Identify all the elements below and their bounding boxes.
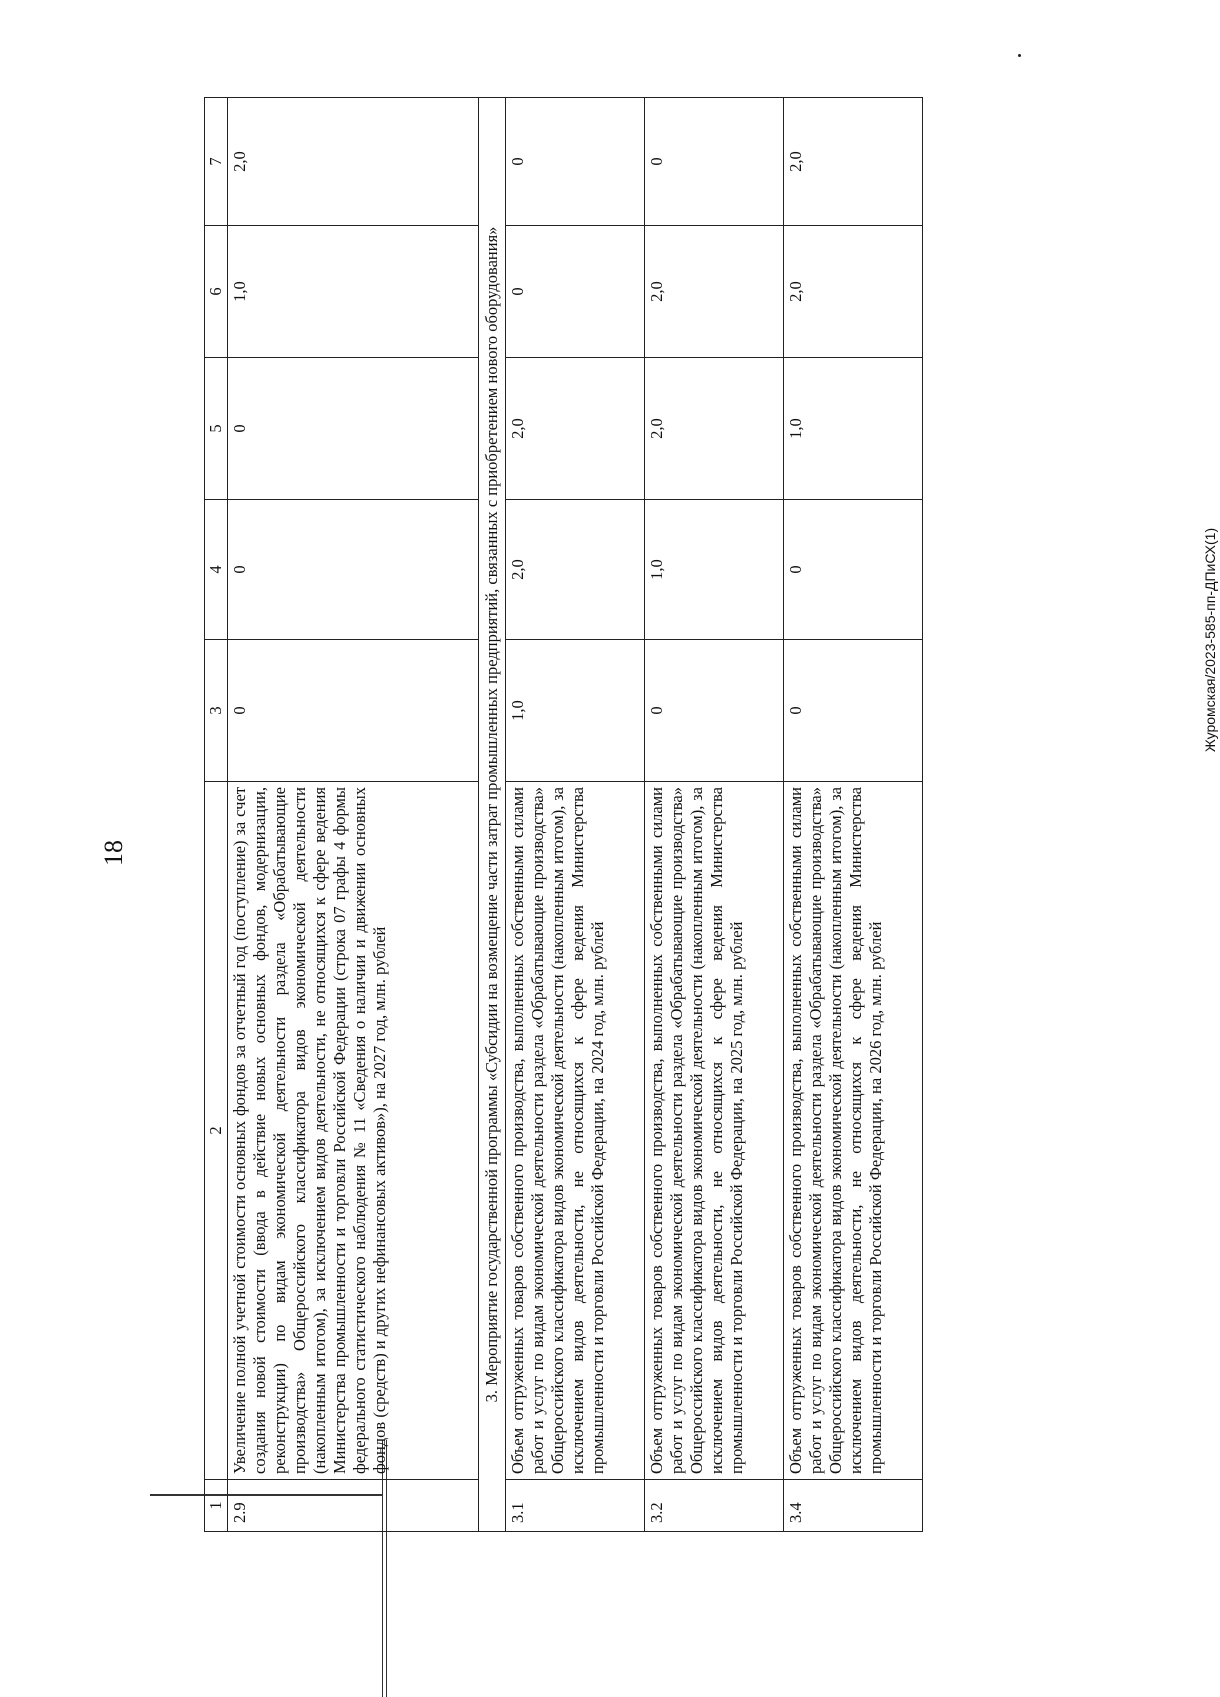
value-cell: 0	[228, 500, 479, 640]
value-cell: 2,0	[784, 98, 923, 226]
table-row	[784, 98, 923, 1532]
indicators-table	[204, 97, 923, 1532]
value-cell: 1,0	[645, 500, 784, 640]
column-header: 6	[205, 226, 228, 358]
row-number: 3.2	[645, 1480, 784, 1532]
value-cell: 0	[228, 640, 479, 782]
column-header: 2	[205, 782, 228, 1480]
header-row	[205, 98, 228, 1532]
row-number: 3.1	[506, 1480, 645, 1532]
value-cell: 2,0	[645, 226, 784, 358]
value-cell: 1,0	[784, 358, 923, 500]
value-cell: 2,0	[506, 500, 645, 640]
table-row	[645, 98, 784, 1532]
value-cell: 0	[228, 358, 479, 500]
value-cell: 0	[506, 226, 645, 358]
row-description: Объем отгруженных товаров собственного производства, выполненных собственными силами работ и услуг по видам экономической деятельности раздела «Обрабатывающие производства» Общероссийского классификатора видов экономической деятельности (накопленным итогом), за исключением видов деятельности, не относящихся к сфере ведения Министерства промышленности и торговли Российской Федерации, на 2025 год, млн. рублей	[645, 782, 784, 1480]
value-cell: 0	[645, 98, 784, 226]
row-description: Объем отгруженных товаров собственного производства, выполненных собственными силами работ и услуг по видам экономической деятельности раздела «Обрабатывающие производства» Общероссийского классификатора видов экономической деятельности (накопленным итогом), за исключением видов деятельности, не относящихся к сфере ведения Министерства промышленности и торговли Российской Федерации, на 2024 год, млн. рублей	[506, 782, 645, 1480]
column-header: 3	[205, 640, 228, 782]
row-description: Увеличение полной учетной стоимости основных фондов за отчетный год (поступление) за счет создания новой стоимости (ввода в действие новых основных фондов, модернизации, реконструкции) по видам экономической деятельности раздела «Обрабатывающие производства» Общероссийского классификатора видов экономической деятельности (накопленным итогом), за исключением видов деятельности, не относящихся к сфере ведения Министерства промышленности и торговли Российской Федерации (строка 07 графы 4 формы федерального статистического наблюдения № 11 «Сведения о наличии и движении основных фондов (средств) и других нефинансовых активов»), на 2027 год, млн. рублей	[228, 782, 479, 1480]
row-number: 2.9	[228, 1480, 479, 1532]
section-title: 3. Мероприятие государственной программы «Субсидии на возмещение части затрат промышленных предприятий, связанных с приобретением нового оборудования»	[479, 98, 506, 1532]
section-row	[479, 98, 506, 1532]
document-watermark: Журомская/2023-585-пп-ДПиСХ(1)	[1202, 527, 1218, 753]
column-header: 1	[205, 1480, 228, 1532]
value-cell: 1,0	[228, 226, 479, 358]
value-cell: 1,0	[506, 640, 645, 782]
value-cell: 0	[645, 640, 784, 782]
row-description: Объем отгруженных товаров собственного производства, выполненных собственными силами работ и услуг по видам экономической деятельности раздела «Обрабатывающие производства» Общероссийского классификатора видов экономической деятельности (накопленным итогом), за исключением видов деятельности, не относящихся к сфере ведения Министерства промышленности и торговли Российской Федерации, на 2026 год, млн. рублей	[784, 782, 923, 1480]
scan-mark	[1018, 54, 1021, 57]
value-cell: 0	[784, 640, 923, 782]
value-cell: 2,0	[784, 226, 923, 358]
table-row	[228, 98, 479, 1532]
value-cell: 2,0	[228, 98, 479, 226]
page-number: 18	[99, 840, 128, 866]
column-header: 4	[205, 500, 228, 640]
indicators-table-frame	[204, 98, 916, 1532]
table-row	[506, 98, 645, 1532]
value-cell: 2,0	[645, 358, 784, 500]
value-cell: 0	[784, 500, 923, 640]
value-cell: 2,0	[506, 358, 645, 500]
column-header: 7	[205, 98, 228, 226]
column-header: 5	[205, 358, 228, 500]
value-cell: 0	[506, 98, 645, 226]
row-number: 3.4	[784, 1480, 923, 1532]
